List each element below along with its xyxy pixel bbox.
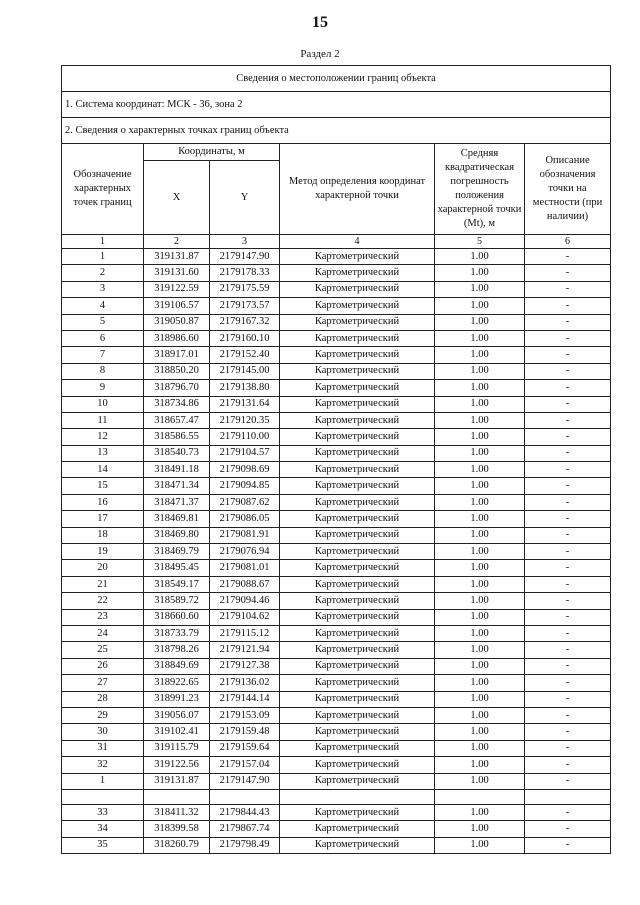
table-cell: Картометрический	[280, 675, 435, 691]
table-cell: 2179087.62	[210, 494, 280, 510]
table-cell	[525, 789, 611, 804]
table-cell: Картометрический	[280, 560, 435, 576]
table-cell: Картометрический	[280, 462, 435, 478]
table-cell: -	[525, 837, 611, 853]
table-cell: 318549.17	[144, 576, 210, 592]
table-cell: Картометрический	[280, 412, 435, 428]
table-cell: -	[525, 560, 611, 576]
table-cell: -	[525, 298, 611, 314]
table-cell: 318986.60	[144, 330, 210, 346]
table-cell: 2179144.14	[210, 691, 280, 707]
table-cell: 17	[62, 511, 144, 527]
table-cell: 2179094.85	[210, 478, 280, 494]
page-number: 15	[312, 14, 328, 31]
table-cell: 2179175.59	[210, 281, 280, 297]
table-row	[62, 544, 611, 560]
table-cell: 319050.87	[144, 314, 210, 330]
table-row	[62, 396, 611, 412]
table-cell: 318922.65	[144, 675, 210, 691]
table-cell: 2179178.33	[210, 265, 280, 281]
table-cell: -	[525, 757, 611, 773]
table-row	[62, 804, 611, 820]
table-cell	[144, 789, 210, 804]
table-cell: Картометрический	[280, 249, 435, 265]
table-cell: -	[525, 593, 611, 609]
table-row	[62, 675, 611, 691]
table-cell: -	[525, 429, 611, 445]
table-cell	[280, 789, 435, 804]
table-cell: 1.00	[435, 265, 525, 281]
table-cell	[62, 789, 144, 804]
table-cell: 23	[62, 609, 144, 625]
table-cell: 1.00	[435, 494, 525, 510]
table-cell: 2179153.09	[210, 707, 280, 723]
table-cell: 1.00	[435, 804, 525, 820]
table-cell: 1.00	[435, 478, 525, 494]
table-cell: 1	[62, 249, 144, 265]
table-cell: 1.00	[435, 511, 525, 527]
table-cell: -	[525, 314, 611, 330]
table-cell: Картометрический	[280, 707, 435, 723]
table-cell: 318471.37	[144, 494, 210, 510]
table-cell: 1.00	[435, 314, 525, 330]
table-cell: 7	[62, 347, 144, 363]
table-row	[62, 593, 611, 609]
table-row	[62, 724, 611, 740]
table-cell: -	[525, 462, 611, 478]
table-cell: 22	[62, 593, 144, 609]
table-cell: -	[525, 740, 611, 756]
table-row	[62, 821, 611, 837]
table-cell: Картометрический	[280, 609, 435, 625]
table-cell: Картометрический	[280, 821, 435, 837]
table-row	[62, 773, 611, 789]
table-cell: -	[525, 249, 611, 265]
table-cell: 318469.80	[144, 527, 210, 543]
table-cell: 1.00	[435, 281, 525, 297]
table-row	[62, 380, 611, 396]
table-cell: Картометрический	[280, 281, 435, 297]
table-row	[62, 740, 611, 756]
table-cell: 15	[62, 478, 144, 494]
table-cell: 10	[62, 396, 144, 412]
table-cell: 2179110.00	[210, 429, 280, 445]
table-cell: Картометрический	[280, 265, 435, 281]
table-row	[62, 462, 611, 478]
table-cell: 31	[62, 740, 144, 756]
table-row	[62, 330, 611, 346]
table-cell: Картометрический	[280, 576, 435, 592]
table-cell: 1.00	[435, 821, 525, 837]
section-label: Раздел 2	[300, 48, 340, 60]
table-cell: 2179081.01	[210, 560, 280, 576]
table-cell: 20	[62, 560, 144, 576]
table-row	[62, 642, 611, 658]
table-cell: 32	[62, 757, 144, 773]
table-title: Сведения о местоположении границ объекта	[62, 66, 611, 92]
table-cell: 1.00	[435, 396, 525, 412]
table-cell: 26	[62, 658, 144, 674]
table-cell: 19	[62, 544, 144, 560]
table-cell: 2179076.94	[210, 544, 280, 560]
table-row	[62, 837, 611, 853]
table-row	[62, 609, 611, 625]
table-cell: -	[525, 724, 611, 740]
table-cell: 9	[62, 380, 144, 396]
table-cell: 2179088.67	[210, 576, 280, 592]
table-cell: 2179147.90	[210, 773, 280, 789]
table-row	[62, 412, 611, 428]
table-cell: 319131.87	[144, 773, 210, 789]
table-row	[62, 445, 611, 461]
table-cell: Картометрический	[280, 330, 435, 346]
table-cell: Картометрический	[280, 396, 435, 412]
table-cell: 319102.41	[144, 724, 210, 740]
table-cell: 3	[62, 281, 144, 297]
table-cell: 1.00	[435, 347, 525, 363]
table-cell: Картометрический	[280, 837, 435, 853]
header-description: Описание обозначения точки на местности (при наличии)	[525, 144, 611, 235]
table-cell: 319122.56	[144, 757, 210, 773]
table-cell: 2179121.94	[210, 642, 280, 658]
table-cell: 1.00	[435, 363, 525, 379]
table-cell: 1.00	[435, 757, 525, 773]
table-cell: 318471.34	[144, 478, 210, 494]
table-cell: 5	[62, 314, 144, 330]
table-cell: Картометрический	[280, 380, 435, 396]
header-x: X	[144, 161, 210, 235]
table-cell: Картометрический	[280, 691, 435, 707]
table-cell: 2179844.43	[210, 804, 280, 820]
table-cell: 1.00	[435, 593, 525, 609]
table-cell: -	[525, 675, 611, 691]
table-cell: 318796.70	[144, 380, 210, 396]
table-cell: 319106.57	[144, 298, 210, 314]
table-cell: 2179167.32	[210, 314, 280, 330]
table-cell: 2179138.80	[210, 380, 280, 396]
table-cell: Картометрический	[280, 773, 435, 789]
header-coords: Координаты, м	[144, 144, 280, 161]
table-cell: 2179147.90	[210, 249, 280, 265]
table-cell: 18	[62, 527, 144, 543]
table-cell: 34	[62, 821, 144, 837]
table-title-row	[62, 66, 611, 92]
table-cell: 21	[62, 576, 144, 592]
table-cell: 1	[62, 773, 144, 789]
table-cell: 1.00	[435, 560, 525, 576]
table-cell: 2179094.46	[210, 593, 280, 609]
table-cell: 2179086.05	[210, 511, 280, 527]
table-cell: -	[525, 658, 611, 674]
table-cell: 2179120.35	[210, 412, 280, 428]
table-cell: Картометрический	[280, 527, 435, 543]
table-cell: Картометрический	[280, 347, 435, 363]
header-method: Метод определения координат характерной точки	[280, 144, 435, 235]
table-row	[62, 757, 611, 773]
table-cell: 27	[62, 675, 144, 691]
header-point: Обозначение характерных точек границ	[62, 144, 144, 235]
boundary-points-table	[61, 65, 611, 854]
table-cell: 2179136.02	[210, 675, 280, 691]
table-cell: 318586.55	[144, 429, 210, 445]
table-cell: 319056.07	[144, 707, 210, 723]
table-cell: 2179145.00	[210, 363, 280, 379]
table-cell: 2179159.48	[210, 724, 280, 740]
table-row	[62, 363, 611, 379]
table-cell: 318260.79	[144, 837, 210, 853]
table-cell: -	[525, 347, 611, 363]
table-cell: 318849.69	[144, 658, 210, 674]
table-cell: 318917.01	[144, 347, 210, 363]
header-row-1	[62, 144, 611, 161]
table-cell: -	[525, 478, 611, 494]
table-cell: 1.00	[435, 412, 525, 428]
table-row	[62, 691, 611, 707]
table-cell: Картометрический	[280, 494, 435, 510]
table-row	[62, 560, 611, 576]
table-cell: Картометрический	[280, 757, 435, 773]
table-cell: 29	[62, 707, 144, 723]
coord-system: 1. Система координат: МСК - 36, зона 2	[62, 92, 611, 118]
table-cell: 2179127.38	[210, 658, 280, 674]
table-cell: Картометрический	[280, 478, 435, 494]
table-cell: Картометрический	[280, 724, 435, 740]
table-row	[62, 494, 611, 510]
table-cell: -	[525, 707, 611, 723]
table-row	[62, 658, 611, 674]
table-body	[62, 249, 611, 854]
table-cell: 12	[62, 429, 144, 445]
table-row	[62, 707, 611, 723]
table-cell: 2179160.10	[210, 330, 280, 346]
table-cell: Картометрический	[280, 642, 435, 658]
table-cell: Картометрический	[280, 658, 435, 674]
table-cell: 6	[62, 330, 144, 346]
table-cell: Картометрический	[280, 445, 435, 461]
table-cell: 318469.81	[144, 511, 210, 527]
table-cell	[210, 789, 280, 804]
table-cell: 1.00	[435, 429, 525, 445]
header-error: Средняя квадратическая погрешность положения характерной точки (Mt), м	[435, 144, 525, 235]
table-row	[62, 314, 611, 330]
table-cell: Картометрический	[280, 593, 435, 609]
table-row	[62, 281, 611, 297]
table-cell: -	[525, 265, 611, 281]
table-cell: 2179115.12	[210, 625, 280, 641]
column-number: 6	[525, 235, 611, 249]
table-cell: -	[525, 412, 611, 428]
column-number-row	[62, 235, 611, 249]
table-row	[62, 625, 611, 641]
table-cell: Картометрический	[280, 544, 435, 560]
table-cell: 1.00	[435, 642, 525, 658]
table-cell: 318660.60	[144, 609, 210, 625]
table-cell: 1.00	[435, 675, 525, 691]
table-cell: 2179131.64	[210, 396, 280, 412]
table-cell: -	[525, 691, 611, 707]
table-cell: 1.00	[435, 527, 525, 543]
table-cell: -	[525, 445, 611, 461]
table-cell: 2179098.69	[210, 462, 280, 478]
table-cell: 8	[62, 363, 144, 379]
table-cell: 318469.79	[144, 544, 210, 560]
table-cell: 28	[62, 691, 144, 707]
table-cell: 1.00	[435, 837, 525, 853]
table-cell: 1.00	[435, 625, 525, 641]
table-cell: 1.00	[435, 576, 525, 592]
table-cell: 318657.47	[144, 412, 210, 428]
table-row	[62, 265, 611, 281]
table-cell: Картометрический	[280, 429, 435, 445]
column-number: 1	[62, 235, 144, 249]
table-cell: -	[525, 494, 611, 510]
table-cell: 318850.20	[144, 363, 210, 379]
table-cell: 1.00	[435, 330, 525, 346]
table-cell: -	[525, 576, 611, 592]
table-cell: Картометрический	[280, 511, 435, 527]
column-number: 5	[435, 235, 525, 249]
table-cell: -	[525, 330, 611, 346]
table-cell: 1.00	[435, 609, 525, 625]
table-cell: 14	[62, 462, 144, 478]
table-cell: -	[525, 527, 611, 543]
table-cell: 1.00	[435, 445, 525, 461]
table-cell: 319115.79	[144, 740, 210, 756]
table-cell: 1.00	[435, 740, 525, 756]
table-cell: -	[525, 773, 611, 789]
table-row	[62, 527, 611, 543]
table-cell: 1.00	[435, 724, 525, 740]
column-number: 4	[280, 235, 435, 249]
table-row	[62, 347, 611, 363]
table-cell: 318733.79	[144, 625, 210, 641]
points-heading-row	[62, 118, 611, 144]
table-cell: Картометрический	[280, 804, 435, 820]
table-cell: 1.00	[435, 658, 525, 674]
table-row	[62, 511, 611, 527]
table-cell: 1.00	[435, 544, 525, 560]
table-cell: -	[525, 396, 611, 412]
table-cell: 35	[62, 837, 144, 853]
table-cell: 318540.73	[144, 445, 210, 461]
table-cell: 318495.45	[144, 560, 210, 576]
table-cell: -	[525, 821, 611, 837]
table-row	[62, 576, 611, 592]
table-cell: 318399.58	[144, 821, 210, 837]
table-cell: 1.00	[435, 298, 525, 314]
table-cell: -	[525, 804, 611, 820]
table-cell: Картометрический	[280, 298, 435, 314]
table-cell: 318734.86	[144, 396, 210, 412]
table-cell: 319122.59	[144, 281, 210, 297]
table-cell: 2179159.64	[210, 740, 280, 756]
table-cell: 1.00	[435, 773, 525, 789]
table-cell: -	[525, 544, 611, 560]
table-cell: 318798.26	[144, 642, 210, 658]
table-cell: 2179104.57	[210, 445, 280, 461]
table-cell: 11	[62, 412, 144, 428]
table-row	[62, 298, 611, 314]
table-cell: 318589.72	[144, 593, 210, 609]
table-cell: -	[525, 625, 611, 641]
table-cell: 2	[62, 265, 144, 281]
table-cell: 318411.32	[144, 804, 210, 820]
table-cell: 318991.23	[144, 691, 210, 707]
table-cell: Картометрический	[280, 740, 435, 756]
table-cell: 33	[62, 804, 144, 820]
table-cell: 4	[62, 298, 144, 314]
table-cell	[435, 789, 525, 804]
table-cell: 1.00	[435, 380, 525, 396]
table-cell: 24	[62, 625, 144, 641]
table-cell: 13	[62, 445, 144, 461]
table-cell: 2179081.91	[210, 527, 280, 543]
table-cell: 30	[62, 724, 144, 740]
column-number: 2	[144, 235, 210, 249]
table-cell: 1.00	[435, 691, 525, 707]
header-y: Y	[210, 161, 280, 235]
table-row	[62, 478, 611, 494]
table-cell: 1.00	[435, 462, 525, 478]
table-cell: -	[525, 642, 611, 658]
table-cell: 2179152.40	[210, 347, 280, 363]
coord-system-row	[62, 92, 611, 118]
table-cell: 2179157.04	[210, 757, 280, 773]
table-cell: 319131.60	[144, 265, 210, 281]
table-cell: 2179867.74	[210, 821, 280, 837]
table-cell: Картометрический	[280, 314, 435, 330]
table-row	[62, 249, 611, 265]
table-cell: -	[525, 511, 611, 527]
table-cell: 2179173.57	[210, 298, 280, 314]
table-cell: -	[525, 363, 611, 379]
table-row	[62, 429, 611, 445]
points-heading: 2. Сведения о характерных точках границ объекта	[62, 118, 611, 144]
table-cell: -	[525, 609, 611, 625]
table-cell: -	[525, 281, 611, 297]
table-cell: 1.00	[435, 707, 525, 723]
table-cell: 16	[62, 494, 144, 510]
table-cell: 318491.18	[144, 462, 210, 478]
table-cell: -	[525, 380, 611, 396]
separator-row	[62, 789, 611, 804]
table-cell: 2179104.62	[210, 609, 280, 625]
table-cell: Картометрический	[280, 625, 435, 641]
table-cell: 319131.87	[144, 249, 210, 265]
column-number: 3	[210, 235, 280, 249]
table-cell: 25	[62, 642, 144, 658]
table-cell: 2179798.49	[210, 837, 280, 853]
table-cell: Картометрический	[280, 363, 435, 379]
table-cell: 1.00	[435, 249, 525, 265]
